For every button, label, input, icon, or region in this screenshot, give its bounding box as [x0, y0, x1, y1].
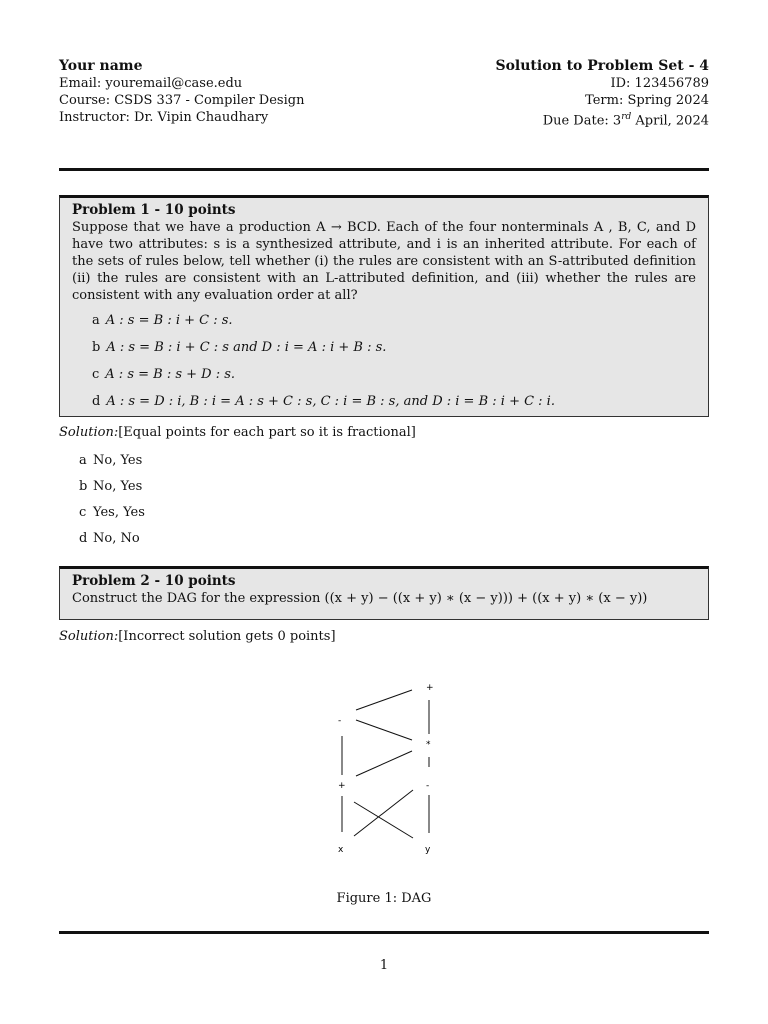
header-right: [495, 58, 709, 129]
page: [59, 0, 709, 1024]
dag-node-minus-2: -: [426, 781, 430, 791]
due-date: Due Date: 3rd April, 2024: [542, 112, 709, 129]
dag-node-times: *: [426, 740, 431, 750]
author-email: Email: youremail@case.edu: [59, 76, 243, 91]
dag-node-y: y: [425, 845, 431, 855]
problem1-text: Suppose that we have a production A → BCD. Each of the four nonterminals A , B, C, and D have two attributes: s is a synthesized attribute, and i is an inherited attribute. For each of the sets of rules below, tell whether (i) the rules are consistent with an S-attributed definition (ii) the rules are consistent with an L-attributed definition, and (iii) whether the rules are consistent with any evaluation order at all?: [72, 220, 696, 303]
dag-edge: [356, 720, 412, 740]
footer-rule: [59, 931, 709, 934]
header: [59, 58, 709, 130]
term: Term: Spring 2024: [585, 93, 709, 108]
instructor: Instructor: Dr. Vipin Chaudhary: [59, 110, 269, 125]
page-number: 1: [379, 958, 389, 973]
author-name: Your name: [59, 58, 143, 74]
dag-node-plus-root: +: [426, 683, 434, 693]
dag-edge: [356, 751, 412, 776]
rule-item: c A : s = B : s + D : s.: [92, 367, 236, 382]
course: Course: CSDS 337 - Compiler Design: [59, 93, 305, 108]
problem1-title: Problem 1 - 10 points: [72, 202, 236, 218]
document-title: Solution to Problem Set - 4: [495, 58, 709, 74]
dag-edge: [356, 690, 412, 710]
problem1-solution: Solution:[Equal points for each part so it is fractional]: [59, 425, 416, 440]
rule-item: b A : s = B : i + C : s and D : i = A : i + B : s.: [92, 340, 387, 355]
problem2-solution: Solution:[Incorrect solution gets 0 points]: [59, 629, 336, 644]
answer-item: a No, Yes: [79, 453, 143, 468]
problem1-box: [59, 195, 709, 417]
problem2-text: Construct the DAG for the expression ((x + y) − ((x + y) ∗ (x − y))) + ((x + y) ∗ (x − y)): [72, 591, 648, 606]
header-rule: [59, 168, 709, 171]
answer-item: d No, No: [79, 531, 140, 546]
dag-figure: [319, 670, 449, 860]
dag-node-x: x: [338, 845, 344, 855]
dag-edge: [354, 790, 413, 836]
problem2-box: [59, 566, 709, 620]
rule-item: a A : s = B : i + C : s.: [92, 313, 233, 328]
student-id: ID: 123456789: [610, 76, 709, 91]
header-left: [59, 58, 304, 126]
rule-item: d A : s = D : i, B : i = A : s + C : s, C : i = B : s, and D : i = B : i + C : i.: [92, 394, 555, 409]
figure-caption: Figure 1: DAG: [336, 891, 432, 906]
dag-node-minus: -: [338, 716, 342, 726]
answer-item: c Yes, Yes: [79, 505, 145, 520]
answer-item: b No, Yes: [79, 479, 143, 494]
dag-node-plus: +: [338, 781, 346, 791]
dag-edge: [354, 802, 413, 838]
problem2-title: Problem 2 - 10 points: [72, 573, 236, 589]
problem1-rules: [92, 312, 696, 410]
